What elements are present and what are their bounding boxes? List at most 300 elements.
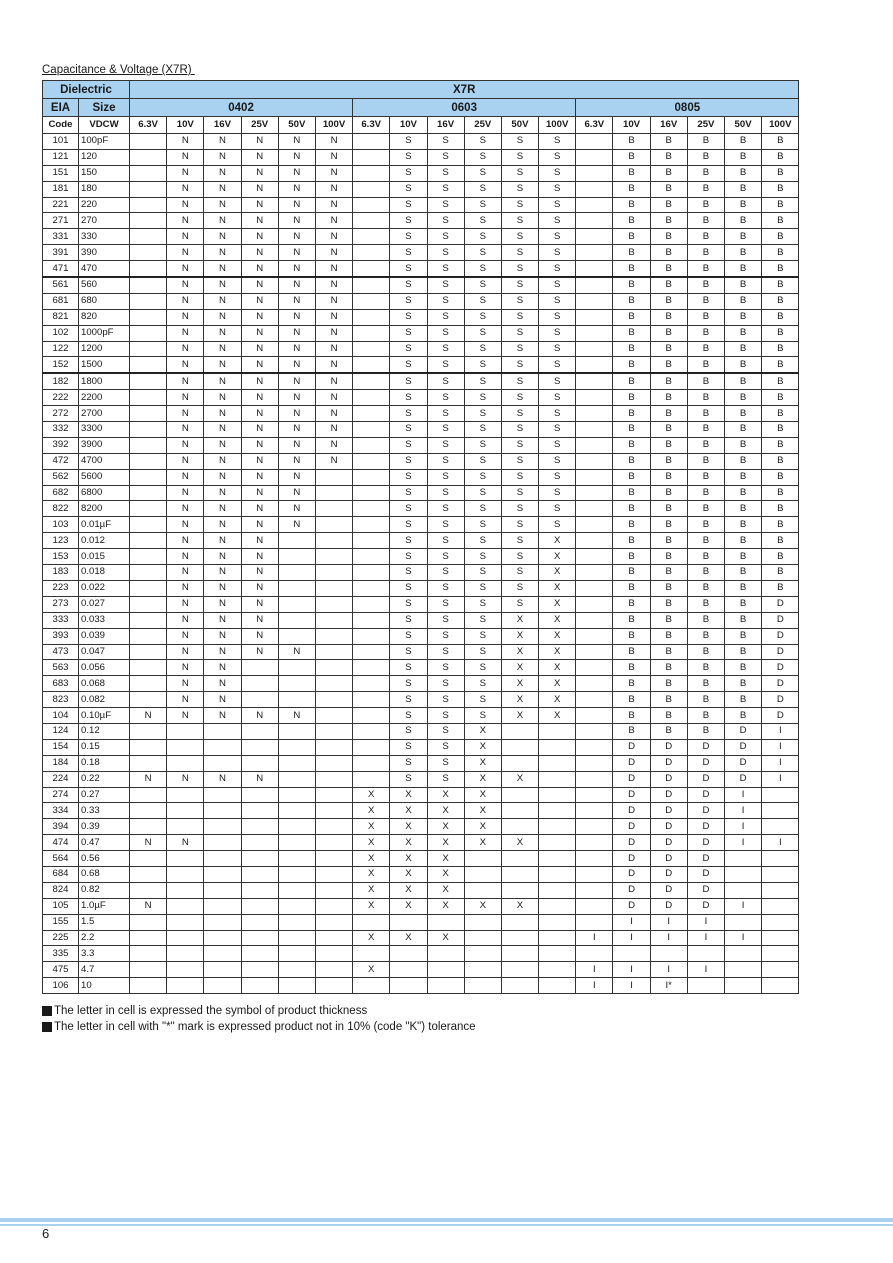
table-row — [43, 453, 799, 469]
thickness-cell: N — [241, 149, 278, 165]
thickness-cell: N — [241, 277, 278, 293]
thickness-cell: S — [539, 422, 576, 438]
thickness-cell: D — [650, 882, 687, 898]
capacitance-value: 220 — [79, 197, 130, 213]
thickness-cell — [204, 978, 241, 994]
thickness-cell — [130, 390, 167, 406]
thickness-cell — [539, 866, 576, 882]
thickness-cell — [130, 851, 167, 867]
thickness-cell: B — [613, 549, 650, 565]
thickness-cell: X — [539, 628, 576, 644]
thickness-cell: B — [725, 293, 762, 309]
thickness-cell: X — [390, 835, 427, 851]
thickness-cell: S — [390, 309, 427, 325]
thickness-cell — [576, 533, 613, 549]
table-row — [43, 898, 799, 914]
thickness-cell: S — [464, 549, 501, 565]
thickness-cell: N — [241, 644, 278, 660]
thickness-cell — [762, 978, 799, 994]
thickness-cell: B — [613, 309, 650, 325]
thickness-cell — [130, 914, 167, 930]
thickness-cell — [762, 851, 799, 867]
thickness-cell: B — [613, 580, 650, 596]
thickness-cell — [576, 357, 613, 373]
thickness-cell: D — [687, 851, 724, 867]
thickness-cell — [576, 596, 613, 612]
thickness-cell: B — [613, 229, 650, 245]
thickness-cell — [576, 245, 613, 261]
thickness-cell: S — [427, 533, 464, 549]
thickness-cell: D — [687, 866, 724, 882]
thickness-cell — [762, 882, 799, 898]
thickness-cell: S — [501, 229, 538, 245]
thickness-cell: B — [650, 406, 687, 422]
eia-code: 222 — [43, 390, 79, 406]
thickness-cell: S — [390, 723, 427, 739]
capacitance-value: 1800 — [79, 373, 130, 389]
table-row — [43, 628, 799, 644]
thickness-cell — [576, 771, 613, 787]
thickness-cell: N — [167, 660, 204, 676]
table-row — [43, 739, 799, 755]
size-header-0603: 0603 — [353, 99, 576, 117]
thickness-cell: N — [130, 835, 167, 851]
thickness-cell — [539, 739, 576, 755]
thickness-cell — [315, 565, 352, 581]
thickness-cell — [167, 946, 204, 962]
size-label: Size — [79, 99, 130, 117]
thickness-cell: B — [613, 373, 650, 389]
thickness-cell: X — [539, 596, 576, 612]
thickness-cell: N — [204, 341, 241, 357]
capacitance-value: 560 — [79, 277, 130, 293]
capacitance-value: 6800 — [79, 485, 130, 501]
thickness-cell: S — [390, 134, 427, 150]
thickness-cell: B — [613, 437, 650, 453]
thickness-cell: N — [204, 261, 241, 277]
capacitance-value: 3.3 — [79, 946, 130, 962]
thickness-cell: N — [130, 898, 167, 914]
table-row — [43, 914, 799, 930]
table-row — [43, 692, 799, 708]
thickness-cell: X — [464, 787, 501, 803]
thickness-cell: X — [501, 612, 538, 628]
thickness-cell: I — [762, 771, 799, 787]
capacitance-value: 390 — [79, 245, 130, 261]
thickness-cell: B — [613, 723, 650, 739]
thickness-cell — [576, 644, 613, 660]
thickness-cell: B — [687, 660, 724, 676]
thickness-cell: D — [613, 835, 650, 851]
thickness-cell: S — [427, 755, 464, 771]
thickness-cell: N — [241, 565, 278, 581]
thickness-cell: N — [315, 453, 352, 469]
thickness-cell — [130, 341, 167, 357]
thickness-cell: D — [613, 771, 650, 787]
thickness-cell — [315, 771, 352, 787]
thickness-cell — [762, 866, 799, 882]
thickness-cell: S — [464, 437, 501, 453]
thickness-cell: B — [687, 165, 724, 181]
thickness-cell: N — [167, 277, 204, 293]
thickness-cell — [390, 914, 427, 930]
thickness-cell: N — [204, 628, 241, 644]
thickness-cell — [315, 628, 352, 644]
thickness-cell — [241, 739, 278, 755]
thickness-cell: B — [762, 197, 799, 213]
capacitance-value: 5600 — [79, 469, 130, 485]
thickness-cell: B — [613, 245, 650, 261]
thickness-cell: B — [687, 453, 724, 469]
thickness-cell — [130, 165, 167, 181]
thickness-cell: X — [464, 835, 501, 851]
thickness-cell: B — [762, 149, 799, 165]
thickness-cell: N — [167, 229, 204, 245]
voltage-header: 25V — [464, 117, 501, 134]
thickness-cell: S — [464, 565, 501, 581]
eia-code: 154 — [43, 739, 79, 755]
thickness-cell: B — [650, 660, 687, 676]
thickness-cell: N — [167, 596, 204, 612]
eia-code: 682 — [43, 485, 79, 501]
capacitance-value: 0.47 — [79, 835, 130, 851]
table-row — [43, 644, 799, 660]
thickness-cell: B — [613, 422, 650, 438]
thickness-cell: N — [204, 229, 241, 245]
thickness-cell: B — [650, 580, 687, 596]
thickness-cell: S — [427, 596, 464, 612]
thickness-cell: B — [650, 612, 687, 628]
thickness-cell: B — [650, 565, 687, 581]
thickness-cell: N — [278, 229, 315, 245]
thickness-cell — [576, 181, 613, 197]
thickness-cell — [241, 866, 278, 882]
thickness-cell: B — [613, 181, 650, 197]
thickness-cell: B — [687, 549, 724, 565]
thickness-cell: D — [687, 882, 724, 898]
thickness-cell: B — [613, 277, 650, 293]
thickness-cell: N — [241, 261, 278, 277]
thickness-cell: S — [390, 771, 427, 787]
thickness-cell: B — [725, 197, 762, 213]
thickness-cell: S — [539, 213, 576, 229]
thickness-cell: B — [762, 373, 799, 389]
thickness-cell: D — [650, 755, 687, 771]
table-row — [43, 819, 799, 835]
capacitance-value: 0.012 — [79, 533, 130, 549]
thickness-cell: B — [650, 692, 687, 708]
thickness-cell — [130, 739, 167, 755]
thickness-cell: B — [650, 501, 687, 517]
thickness-cell — [204, 803, 241, 819]
thickness-cell — [501, 851, 538, 867]
thickness-cell: S — [427, 437, 464, 453]
eia-code: 272 — [43, 406, 79, 422]
thickness-cell: D — [762, 692, 799, 708]
thickness-cell: X — [390, 882, 427, 898]
table-row — [43, 962, 799, 978]
thickness-cell: S — [427, 277, 464, 293]
thickness-cell: I — [725, 898, 762, 914]
thickness-cell — [130, 357, 167, 373]
table-row — [43, 596, 799, 612]
thickness-cell — [204, 946, 241, 962]
thickness-cell — [576, 692, 613, 708]
thickness-cell: D — [725, 739, 762, 755]
eia-code: 474 — [43, 835, 79, 851]
capacitance-value: 0.022 — [79, 580, 130, 596]
thickness-cell — [501, 755, 538, 771]
thickness-cell: B — [687, 565, 724, 581]
thickness-cell — [725, 962, 762, 978]
thickness-cell: B — [725, 277, 762, 293]
thickness-cell — [130, 197, 167, 213]
thickness-cell: B — [687, 357, 724, 373]
thickness-cell — [130, 628, 167, 644]
eia-code: 333 — [43, 612, 79, 628]
thickness-cell — [315, 501, 352, 517]
thickness-cell — [353, 469, 390, 485]
thickness-cell — [353, 771, 390, 787]
thickness-cell: D — [613, 882, 650, 898]
thickness-cell: B — [650, 533, 687, 549]
thickness-cell: N — [241, 197, 278, 213]
thickness-cell — [130, 755, 167, 771]
thickness-cell: X — [464, 739, 501, 755]
thickness-cell — [576, 469, 613, 485]
thickness-cell: S — [390, 644, 427, 660]
thickness-cell: S — [464, 485, 501, 501]
thickness-cell — [576, 277, 613, 293]
voltage-header: 16V — [204, 117, 241, 134]
note-tolerance — [42, 1019, 476, 1035]
thickness-cell: D — [687, 819, 724, 835]
thickness-cell: X — [353, 882, 390, 898]
capacitance-value: 3900 — [79, 437, 130, 453]
table-row — [43, 309, 799, 325]
thickness-cell — [130, 565, 167, 581]
thickness-cell: I — [762, 755, 799, 771]
thickness-cell — [464, 962, 501, 978]
thickness-cell: N — [278, 437, 315, 453]
eia-code: 155 — [43, 914, 79, 930]
thickness-cell: S — [390, 485, 427, 501]
capacitance-value: 0.82 — [79, 882, 130, 898]
thickness-cell: B — [725, 213, 762, 229]
thickness-cell: S — [464, 149, 501, 165]
thickness-cell: B — [687, 580, 724, 596]
thickness-cell — [390, 946, 427, 962]
capacitance-value: 0.18 — [79, 755, 130, 771]
thickness-cell — [130, 580, 167, 596]
thickness-cell: S — [390, 277, 427, 293]
capacitance-voltage-table — [42, 80, 799, 994]
thickness-cell — [167, 978, 204, 994]
table-row — [43, 882, 799, 898]
thickness-cell — [315, 692, 352, 708]
thickness-cell: D — [650, 819, 687, 835]
thickness-cell — [539, 978, 576, 994]
thickness-cell — [353, 293, 390, 309]
thickness-cell: X — [427, 835, 464, 851]
thickness-cell: B — [725, 261, 762, 277]
thickness-cell: S — [501, 261, 538, 277]
thickness-cell — [539, 771, 576, 787]
thickness-cell: S — [427, 453, 464, 469]
thickness-cell — [353, 357, 390, 373]
table-row — [43, 325, 799, 341]
thickness-cell: S — [390, 533, 427, 549]
thickness-cell: D — [687, 898, 724, 914]
thickness-cell: D — [687, 803, 724, 819]
eia-code: 103 — [43, 517, 79, 533]
code-label: Code — [43, 117, 79, 134]
thickness-cell: D — [613, 787, 650, 803]
thickness-cell: D — [650, 835, 687, 851]
thickness-cell: S — [464, 325, 501, 341]
eia-code: 183 — [43, 565, 79, 581]
thickness-cell: X — [539, 612, 576, 628]
thickness-cell: S — [539, 373, 576, 389]
thickness-cell — [241, 755, 278, 771]
thickness-cell: D — [687, 771, 724, 787]
table-row — [43, 835, 799, 851]
table-row — [43, 612, 799, 628]
thickness-cell: X — [464, 898, 501, 914]
thickness-cell: N — [204, 644, 241, 660]
eia-code: 224 — [43, 771, 79, 787]
thickness-cell: X — [427, 882, 464, 898]
thickness-cell — [167, 787, 204, 803]
thickness-cell — [353, 406, 390, 422]
thickness-cell — [315, 549, 352, 565]
thickness-cell — [687, 946, 724, 962]
thickness-cell: N — [241, 628, 278, 644]
voltage-header: 10V — [613, 117, 650, 134]
thickness-cell — [204, 866, 241, 882]
thickness-cell: N — [241, 293, 278, 309]
thickness-cell: S — [427, 406, 464, 422]
thickness-cell: B — [650, 517, 687, 533]
thickness-cell — [576, 373, 613, 389]
thickness-cell — [278, 962, 315, 978]
thickness-cell — [315, 723, 352, 739]
thickness-cell: D — [650, 866, 687, 882]
thickness-cell: N — [204, 357, 241, 373]
note-text: The letter in cell is expressed the symbol of product thickness — [54, 1005, 368, 1017]
thickness-cell — [130, 723, 167, 739]
thickness-cell: B — [613, 660, 650, 676]
thickness-cell: S — [501, 245, 538, 261]
thickness-cell: N — [278, 261, 315, 277]
voltage-header: 25V — [241, 117, 278, 134]
thickness-cell: B — [762, 261, 799, 277]
thickness-cell: N — [241, 422, 278, 438]
thickness-cell — [464, 946, 501, 962]
thickness-cell — [576, 165, 613, 181]
thickness-cell: B — [687, 149, 724, 165]
thickness-cell: N — [167, 422, 204, 438]
thickness-cell: B — [650, 676, 687, 692]
thickness-cell: B — [687, 501, 724, 517]
thickness-cell: B — [650, 134, 687, 150]
size-header-0402: 0402 — [130, 99, 353, 117]
capacitance-value: 820 — [79, 309, 130, 325]
table-row — [43, 357, 799, 373]
thickness-cell: S — [501, 134, 538, 150]
table-row — [43, 946, 799, 962]
thickness-cell — [315, 819, 352, 835]
thickness-cell: D — [650, 803, 687, 819]
thickness-cell — [353, 309, 390, 325]
thickness-cell: S — [390, 660, 427, 676]
thickness-cell: B — [762, 406, 799, 422]
thickness-cell: N — [167, 341, 204, 357]
thickness-cell — [576, 866, 613, 882]
thickness-cell — [576, 628, 613, 644]
table-row — [43, 197, 799, 213]
eia-code: 271 — [43, 213, 79, 229]
eia-code: 824 — [43, 882, 79, 898]
table-row — [43, 708, 799, 724]
thickness-cell: B — [687, 261, 724, 277]
thickness-cell — [576, 325, 613, 341]
thickness-cell: S — [464, 390, 501, 406]
thickness-cell — [130, 406, 167, 422]
eia-code: 392 — [43, 437, 79, 453]
thickness-cell: B — [687, 517, 724, 533]
thickness-cell: X — [539, 565, 576, 581]
thickness-cell — [353, 373, 390, 389]
thickness-cell — [539, 914, 576, 930]
footer-rule — [0, 1218, 893, 1222]
thickness-cell — [278, 914, 315, 930]
thickness-cell: N — [167, 612, 204, 628]
thickness-cell — [204, 723, 241, 739]
eia-code: 822 — [43, 501, 79, 517]
thickness-cell: B — [725, 644, 762, 660]
thickness-cell — [576, 946, 613, 962]
thickness-cell — [539, 930, 576, 946]
thickness-cell — [130, 660, 167, 676]
thickness-cell: N — [167, 708, 204, 724]
thickness-cell — [576, 803, 613, 819]
thickness-cell — [390, 962, 427, 978]
thickness-cell: B — [687, 213, 724, 229]
table-row — [43, 373, 799, 389]
thickness-cell — [539, 819, 576, 835]
thickness-cell — [353, 549, 390, 565]
thickness-cell: B — [762, 501, 799, 517]
thickness-cell: N — [204, 549, 241, 565]
voltage-header: 16V — [427, 117, 464, 134]
thickness-cell: B — [762, 134, 799, 150]
voltage-header: 6.3V — [576, 117, 613, 134]
thickness-cell: I — [725, 930, 762, 946]
thickness-cell: S — [427, 565, 464, 581]
capacitance-value: 150 — [79, 165, 130, 181]
eia-code: 391 — [43, 245, 79, 261]
thickness-cell: S — [390, 517, 427, 533]
thickness-cell: S — [390, 373, 427, 389]
thickness-cell — [278, 803, 315, 819]
thickness-cell: B — [687, 485, 724, 501]
thickness-cell — [167, 866, 204, 882]
thickness-cell: X — [353, 898, 390, 914]
table-row — [43, 803, 799, 819]
voltage-header: 100V — [539, 117, 576, 134]
thickness-cell: N — [204, 676, 241, 692]
